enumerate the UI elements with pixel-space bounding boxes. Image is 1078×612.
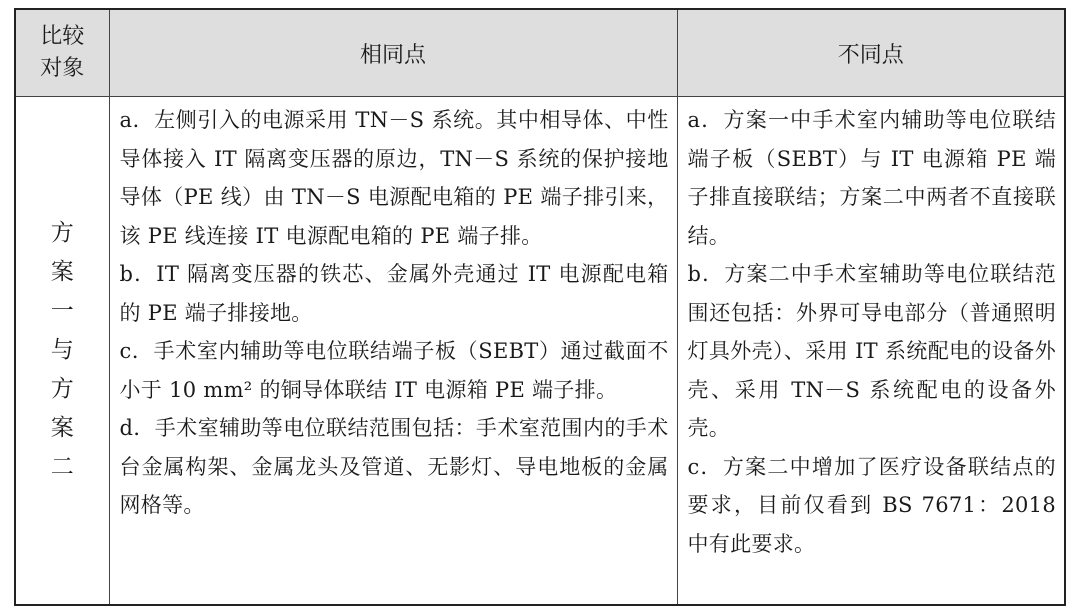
- header-object-line1: 比较: [40, 24, 85, 49]
- diff-point-item: a．方案一中手术室内辅助等电位联结端子板（SEBT）与 IT 电源箱 PE 端子排直接联结；方案二中两者不直接联结。: [687, 108, 1056, 248]
- same-point-item: a．左侧引入的电源采用 TN－S 系统。其中相导体、中性导体接入 IT 隔离变压器的原边，TN－S 系统的保护接地导体（PE 线）由 TN－S 电源配电箱的 PE 端子排引来，该 PE 线连接 IT 电源配电箱的 PE 端子排。: [119, 108, 669, 248]
- row-label-char: 案: [50, 259, 74, 285]
- same-point-item: b．IT 隔离变压器的铁芯、金属外壳通过 IT 电源配电箱的 PE 端子排接地。: [119, 262, 669, 325]
- table-row: [15, 97, 1065, 606]
- same-point-item: d．手术室辅助等电位联结范围包括：手术室范围内的手术台金属构架、金属龙头及管道、无影灯、导电地板的金属网格等。: [119, 416, 669, 517]
- row-label-char: 方: [50, 220, 74, 246]
- different-points-cell: [677, 97, 1065, 606]
- diff-point-item: b．方案二中手术室辅助等电位联结范围还包括：外界可导电部分（普通照明灯具外壳）、采用 IT 系统配电的设备外壳、采用 TN－S 系统配电的设备外壳。: [687, 262, 1056, 440]
- header-comparison-object: [15, 9, 109, 97]
- diff-point-item: c．方案二中增加了医疗设备联结点的要求，目前仅看到 BS 7671：2018 中有此要求。: [687, 454, 1056, 556]
- same-point-item: c．手术室内辅助等电位联结端子板（SEBT）通过截面不小于 10 mm² 的铜导体联结 IT 电源箱 PE 端子排。: [119, 339, 669, 402]
- row-label-char: 与: [50, 337, 74, 363]
- row-label-scheme-comparison: [15, 97, 109, 606]
- row-label-char: 案: [50, 415, 74, 441]
- row-label-char: 二: [50, 454, 74, 480]
- header-different-points: 不同点: [677, 9, 1065, 97]
- row-label-char: 方: [50, 376, 74, 402]
- table-header-row: [15, 9, 1065, 97]
- header-object-line2: 对象: [40, 56, 85, 81]
- same-points-cell: [109, 97, 677, 606]
- header-same-points: 相同点: [109, 9, 677, 97]
- row-label-char: 一: [50, 298, 74, 324]
- comparison-table: [14, 8, 1066, 606]
